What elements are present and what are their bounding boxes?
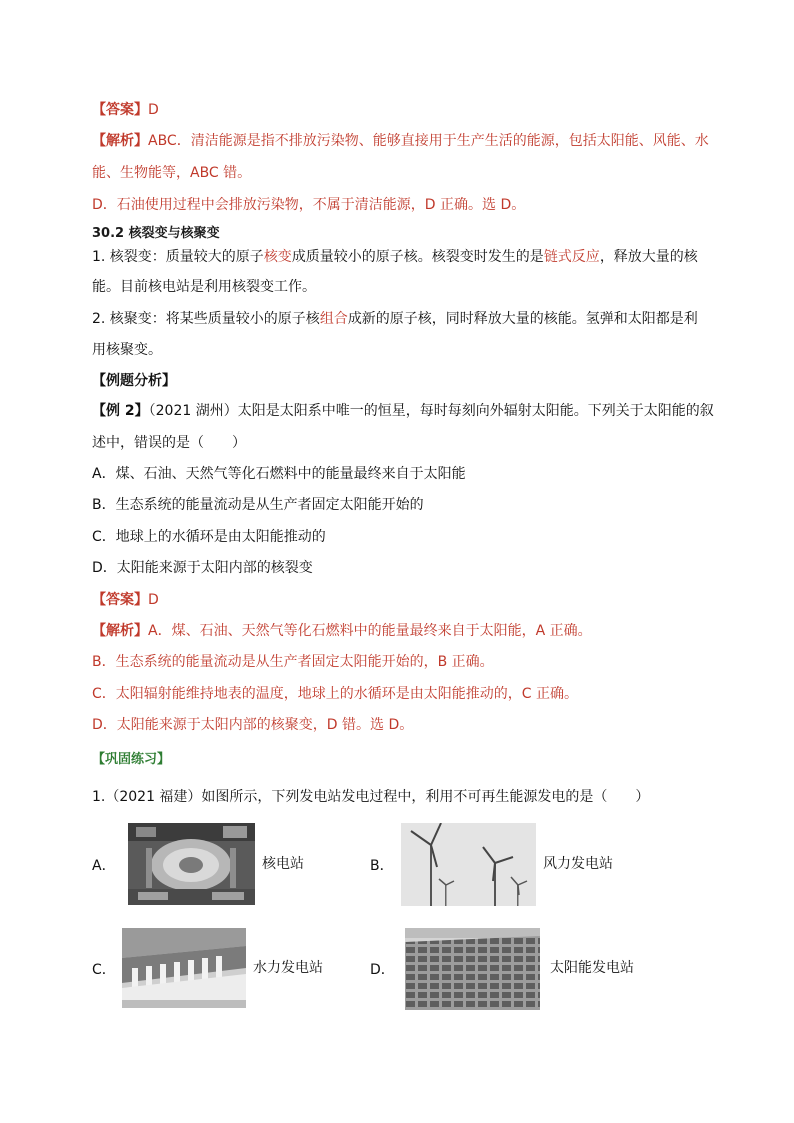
example-option-a: A．煤、石油、天然气等化石燃料中的能量最终来自于太阳能: [92, 466, 466, 482]
answer-value: D: [148, 102, 159, 118]
fission-text-1: 1. 核裂变：质量较大的原子: [92, 249, 264, 265]
nuclear-plant-photo-icon: [128, 823, 255, 905]
fission-line-2: 能。目前核电站是利用核裂变工作。: [92, 279, 316, 295]
analysis-1-line-2: 能、生物能等，ABC 错。: [92, 165, 252, 181]
fission-text-3: ，释放大量的核: [599, 249, 698, 265]
analysis-tag: 【解析】: [92, 133, 148, 149]
wind-turbine-photo-icon: [401, 823, 536, 906]
analysis-tag: 【解析】: [92, 623, 148, 639]
fusion-line-1: [92, 309, 698, 329]
analysis-2-line-3: C．太阳辐射能维持地表的温度，地球上的水循环是由太阳能推动的，C 正确。: [92, 686, 578, 702]
example-line-1: [92, 401, 714, 421]
fission-text-2: 成质量较小的原子核。核裂变时发生的是: [291, 249, 544, 265]
practice-heading: 【巩固练习】: [92, 752, 171, 767]
analysis-2-line-1: [92, 621, 592, 641]
hydro-dam-photo-icon: [122, 928, 246, 1008]
fission-highlight-1: 核变: [263, 249, 292, 265]
fusion-text-1: 2. 核聚变：将某些质量较小的原子核: [92, 311, 320, 327]
answer-line-2: [92, 590, 159, 610]
example-option-d: D．太阳能来源于太阳内部的核裂变: [92, 560, 313, 576]
question-1-text: 1.（2021 福建）如图所示，下列发电站发电过程中，利用不可再生能源发电的是（ ）: [92, 789, 650, 805]
option-a-letter: A．: [92, 858, 116, 874]
option-b-caption: 风力发电站: [543, 856, 613, 872]
fission-highlight-2: 链式反应: [543, 249, 600, 265]
option-b-letter: B．: [370, 858, 394, 874]
example-tag: 【例 2】: [92, 403, 149, 419]
section-heading: 30.2 核裂变与核聚变: [92, 226, 220, 241]
option-c-caption: 水力发电站: [253, 960, 323, 976]
example-option-c: C．地球上的水循环是由太阳能推动的: [92, 529, 326, 545]
answer-value: D: [148, 592, 159, 608]
fusion-highlight: 组合: [319, 311, 348, 327]
answer-line-1: [92, 100, 159, 120]
option-d-caption: 太阳能发电站: [550, 960, 634, 976]
fusion-line-2: 用核聚变。: [92, 342, 162, 358]
solar-farm-photo-icon: [405, 928, 540, 1010]
option-d-letter: D．: [370, 962, 395, 978]
analysis-text: A．煤、石油、天然气等化石燃料中的能量最终来自于太阳能，A 正确。: [148, 623, 592, 639]
option-a-caption: 核电站: [262, 856, 304, 872]
analysis-2-line-4: D．太阳能来源于太阳内部的核聚变，D 错。选 D。: [92, 717, 414, 733]
fusion-text-2: 成新的原子核，同时释放大量的核能。氢弹和太阳都是利: [347, 311, 698, 327]
option-c-letter: C．: [92, 962, 116, 978]
analysis-text: ABC．清洁能源是指不排放污染物、能够直接用于生产生活的能源，包括太阳能、风能、水: [148, 133, 709, 149]
answer-tag: 【答案】: [92, 102, 148, 118]
example-heading: 【例题分析】: [92, 373, 176, 389]
analysis-1-line-3: D．石油使用过程中会排放污染物，不属于清洁能源，D 正确。选 D。: [92, 197, 526, 213]
fission-line-1: [92, 247, 698, 267]
example-text: （2021 湖州）太阳是太阳系中唯一的恒星，每时每刻向外辐射太阳能。下列关于太阳能的叙: [148, 403, 714, 419]
example-option-b: B．生态系统的能量流动是从生产者固定太阳能开始的: [92, 497, 424, 513]
analysis-1-line-1: [92, 131, 709, 151]
example-line-2: 述中，错误的是（ ）: [92, 435, 246, 451]
answer-tag: 【答案】: [92, 592, 148, 608]
analysis-2-line-2: B．生态系统的能量流动是从生产者固定太阳能开始的，B 正确。: [92, 654, 494, 670]
